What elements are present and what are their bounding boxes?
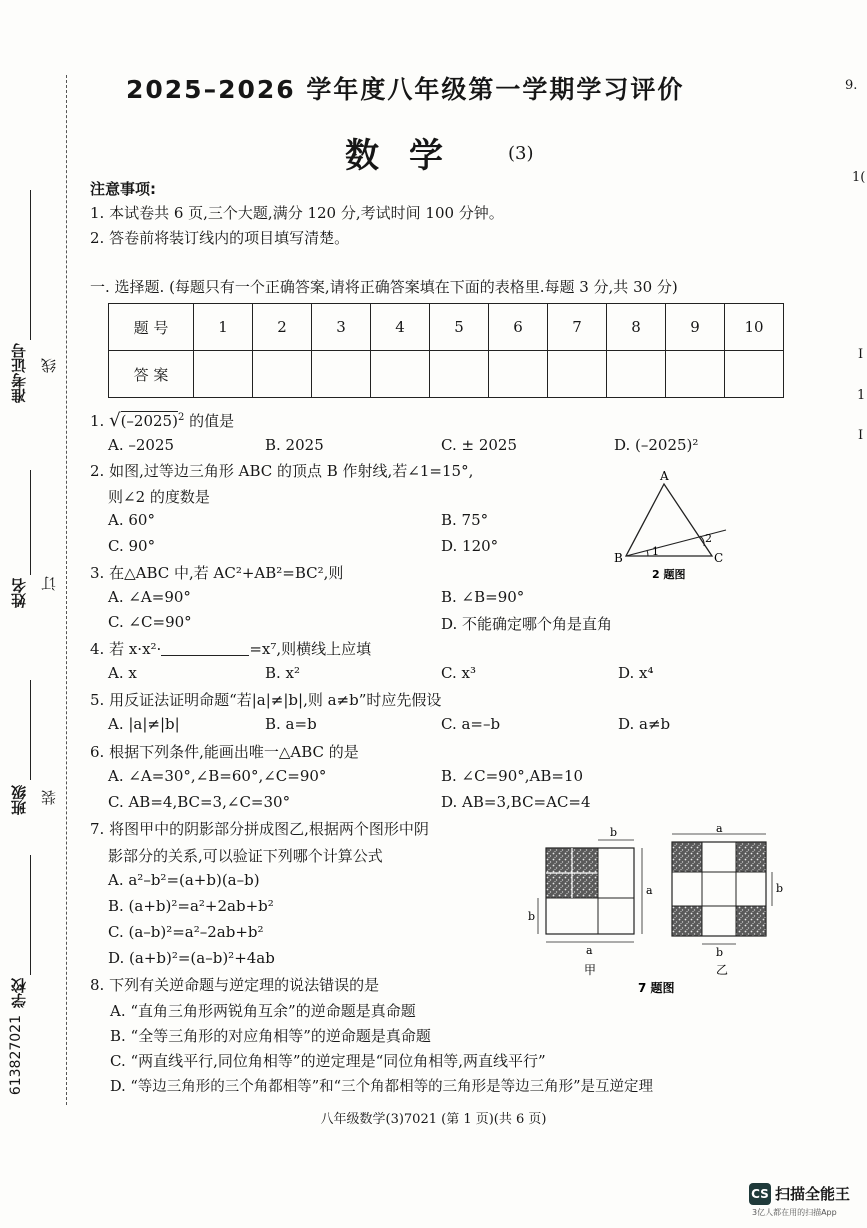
- q5-option-a: A. |a|≠|b|: [108, 715, 180, 733]
- q5-stem: 5. 用反证法证明命题“若|a|≠|b|,则 a≠b”时应先假设: [90, 691, 442, 709]
- vertex-b-label: B: [614, 551, 623, 565]
- question-4: [90, 638, 371, 659]
- edge-fragment: I: [858, 428, 864, 443]
- q4-suffix: =x⁷,则横线上应填: [249, 640, 372, 658]
- q1-option-b: B. 2025: [265, 436, 324, 454]
- answer-cell[interactable]: [725, 351, 784, 398]
- admission-number-line: [30, 190, 31, 340]
- q1-option-c: C. ± 2025: [441, 436, 517, 454]
- q8-option-b: B. “全等三角形的对应角相等”的逆命题是真命题: [110, 1027, 431, 1045]
- answer-cell[interactable]: [666, 351, 725, 398]
- q6-option-c: C. AB=4,BC=3,∠C=30°: [108, 793, 291, 811]
- answer-row-label: 答 案: [109, 351, 194, 398]
- q2-stem-line2: 则∠2 的度数是: [108, 488, 210, 506]
- page-footer: 八年级数学(3)7021 (第 1 页)(共 6 页): [320, 1112, 547, 1127]
- q2-option-d: D. 120°: [441, 537, 499, 555]
- q4-blank[interactable]: [161, 641, 249, 656]
- q4-option-d: D. x⁴: [618, 664, 654, 682]
- q5-option-c: C. a=–b: [441, 715, 501, 733]
- yi-right-b-label: b: [776, 882, 784, 895]
- number-cell: 3: [312, 304, 371, 351]
- edge-fragment: I: [858, 347, 864, 362]
- class-label: 班级: [10, 785, 28, 815]
- number-cell: 6: [489, 304, 548, 351]
- angle-1-label: 1: [652, 545, 659, 558]
- q4-option-a: A. x: [108, 664, 137, 682]
- notice-item-1: 1. 本试卷共 6 页,三个大题,满分 120 分,考试时间 100 分钟。: [90, 204, 504, 222]
- number-row-label: 题 号: [109, 304, 194, 351]
- section-one-title: 一. 选择题. (每题只有一个正确答案,请将正确答案填在下面的表格里.每题 3 分,共 30 分): [90, 278, 678, 296]
- paper-number: (3): [508, 143, 534, 164]
- binding-dashed-line: [66, 75, 67, 1105]
- answer-cell[interactable]: [430, 351, 489, 398]
- answer-cell[interactable]: [489, 351, 548, 398]
- q1-exponent: 2: [177, 412, 185, 423]
- edge-fragment: 9.: [845, 78, 858, 93]
- jia-top-b-label: b: [610, 826, 618, 839]
- q7-stem-line1: 7. 将图甲中的阴影部分拼成图乙,根据两个图形中阴: [90, 820, 429, 838]
- q2-option-a: A. 60°: [108, 511, 155, 529]
- q2-figure-caption: 2 题图: [652, 568, 686, 581]
- scanner-tagline: 3亿人都在用的扫描App: [752, 1208, 837, 1217]
- q1-option-d: D. (–2025)²: [614, 436, 699, 454]
- number-cell: 9: [666, 304, 725, 351]
- binding-seal-char: 装: [40, 790, 58, 805]
- answer-cell[interactable]: [371, 351, 430, 398]
- edge-fragment: 1(: [852, 170, 866, 185]
- q3-option-c: C. ∠C=90°: [108, 613, 192, 631]
- figure-yi: [672, 822, 783, 977]
- vertex-a-label: A: [660, 470, 669, 483]
- answer-cell[interactable]: [312, 351, 371, 398]
- q6-option-a: A. ∠A=30°,∠B=60°,∠C=90°: [108, 767, 327, 785]
- number-cell: 4: [371, 304, 430, 351]
- question-1: [90, 410, 234, 431]
- name-label: 姓名: [10, 578, 28, 608]
- answer-table: [108, 303, 784, 398]
- q6-option-b: B. ∠C=90°,AB=10: [441, 767, 584, 785]
- q8-option-c: C. “两直线平行,同位角相等”的逆定理是“同位角相等,两直线平行”: [110, 1052, 546, 1070]
- figure-jia: [528, 826, 653, 977]
- q3-option-b: B. ∠B=90°: [441, 588, 525, 606]
- q8-option-a: A. “直角三角形两锐角互余”的逆命题是真命题: [110, 1002, 416, 1020]
- scanner-logo-icon: CS: [749, 1183, 771, 1205]
- jia-bottom-a-label: a: [586, 944, 593, 957]
- q7-square-figures: [522, 822, 792, 997]
- q1-prefix: 1.: [90, 412, 105, 430]
- binding-line-char: 线: [40, 358, 58, 373]
- number-cell: 10: [725, 304, 784, 351]
- jia-right-a-label: a: [646, 884, 653, 897]
- school-line: [30, 855, 31, 975]
- q2-option-b: B. 75°: [441, 511, 489, 529]
- q5-option-b: B. a=b: [265, 715, 317, 733]
- q7-figure-caption: 7 题图: [638, 981, 675, 995]
- jia-label: 甲: [584, 963, 597, 977]
- q2-stem-line1: 2. 如图,过等边三角形 ABC 的顶点 B 作射线,若∠1=15°,: [90, 462, 474, 480]
- number-cell: 8: [607, 304, 666, 351]
- q7-option-d: D. (a+b)²=(a–b)²+4ab: [108, 949, 275, 967]
- jia-left-b-label: b: [528, 910, 536, 923]
- q4-prefix: 4. 若 x·x²·: [90, 640, 162, 658]
- q7-option-b: B. (a+b)²=a²+2ab+b²: [108, 897, 274, 915]
- number-cell: 2: [253, 304, 312, 351]
- yi-label: 乙: [716, 963, 729, 977]
- answer-cell[interactable]: [548, 351, 607, 398]
- q1-radicand: (–2025): [120, 412, 178, 430]
- scanner-app-name: 扫描全能王: [775, 1185, 851, 1203]
- q6-stem: 6. 根据下列条件,能画出唯一△ABC 的是: [90, 743, 359, 761]
- q4-option-c: C. x³: [441, 664, 476, 682]
- q3-option-a: A. ∠A=90°: [108, 588, 191, 606]
- q8-stem: 8. 下列有关逆命题与逆定理的说法错误的是: [90, 976, 380, 994]
- edge-fragment: 1: [857, 388, 866, 403]
- sqrt-sign: √: [109, 410, 121, 431]
- exam-title: 2025–2026 学年度八年级第一学期学习评价: [126, 75, 685, 104]
- q7-option-a: A. a²–b²=(a+b)(a–b): [108, 871, 260, 889]
- notice-heading: 注意事项:: [90, 180, 156, 198]
- q5-option-d: D. a≠b: [618, 715, 671, 733]
- number-cell: 5: [430, 304, 489, 351]
- angle-2-label: 2: [705, 532, 712, 545]
- name-line: [30, 470, 31, 575]
- q1-suffix: 的值是: [189, 412, 235, 430]
- q3-stem: 3. 在△ABC 中,若 AC²+AB²=BC²,则: [90, 564, 344, 582]
- q2-option-c: C. 90°: [108, 537, 156, 555]
- answer-cell[interactable]: [253, 351, 312, 398]
- q2-triangle-figure: [608, 470, 738, 585]
- vertex-c-label: C: [714, 551, 724, 565]
- q3-option-d: D. 不能确定哪个角是直角: [441, 615, 613, 633]
- class-line: [30, 680, 31, 780]
- q7-option-c: C. (a–b)²=a²–2ab+b²: [108, 923, 264, 941]
- number-cell: 1: [194, 304, 253, 351]
- q4-option-b: B. x²: [265, 664, 301, 682]
- school-label: 学校: [10, 978, 28, 1008]
- q8-option-d: D. “等边三角形的三个角都相等”和“三个角都相等的三角形是等边三角形”是互逆定理: [110, 1079, 653, 1095]
- q7-stem-line2: 影部分的关系,可以验证下列哪个计算公式: [108, 847, 383, 865]
- answer-cell[interactable]: [194, 351, 253, 398]
- q1-option-a: A. –2025: [108, 436, 175, 454]
- yi-top-a-label: a: [716, 822, 723, 835]
- binding-bind-char: 订: [40, 576, 58, 591]
- q6-option-d: D. AB=3,BC=AC=4: [441, 793, 591, 811]
- answer-cell[interactable]: [607, 351, 666, 398]
- admission-number-label: 准考证号: [10, 343, 28, 403]
- number-cell: 7: [548, 304, 607, 351]
- serial-number: 613827021: [8, 1015, 24, 1096]
- notice-item-2: 2. 答卷前将装订线内的项目填写清楚。: [90, 229, 350, 247]
- yi-bottom-b-label: b: [716, 946, 724, 959]
- subject-title: 数学: [345, 136, 473, 176]
